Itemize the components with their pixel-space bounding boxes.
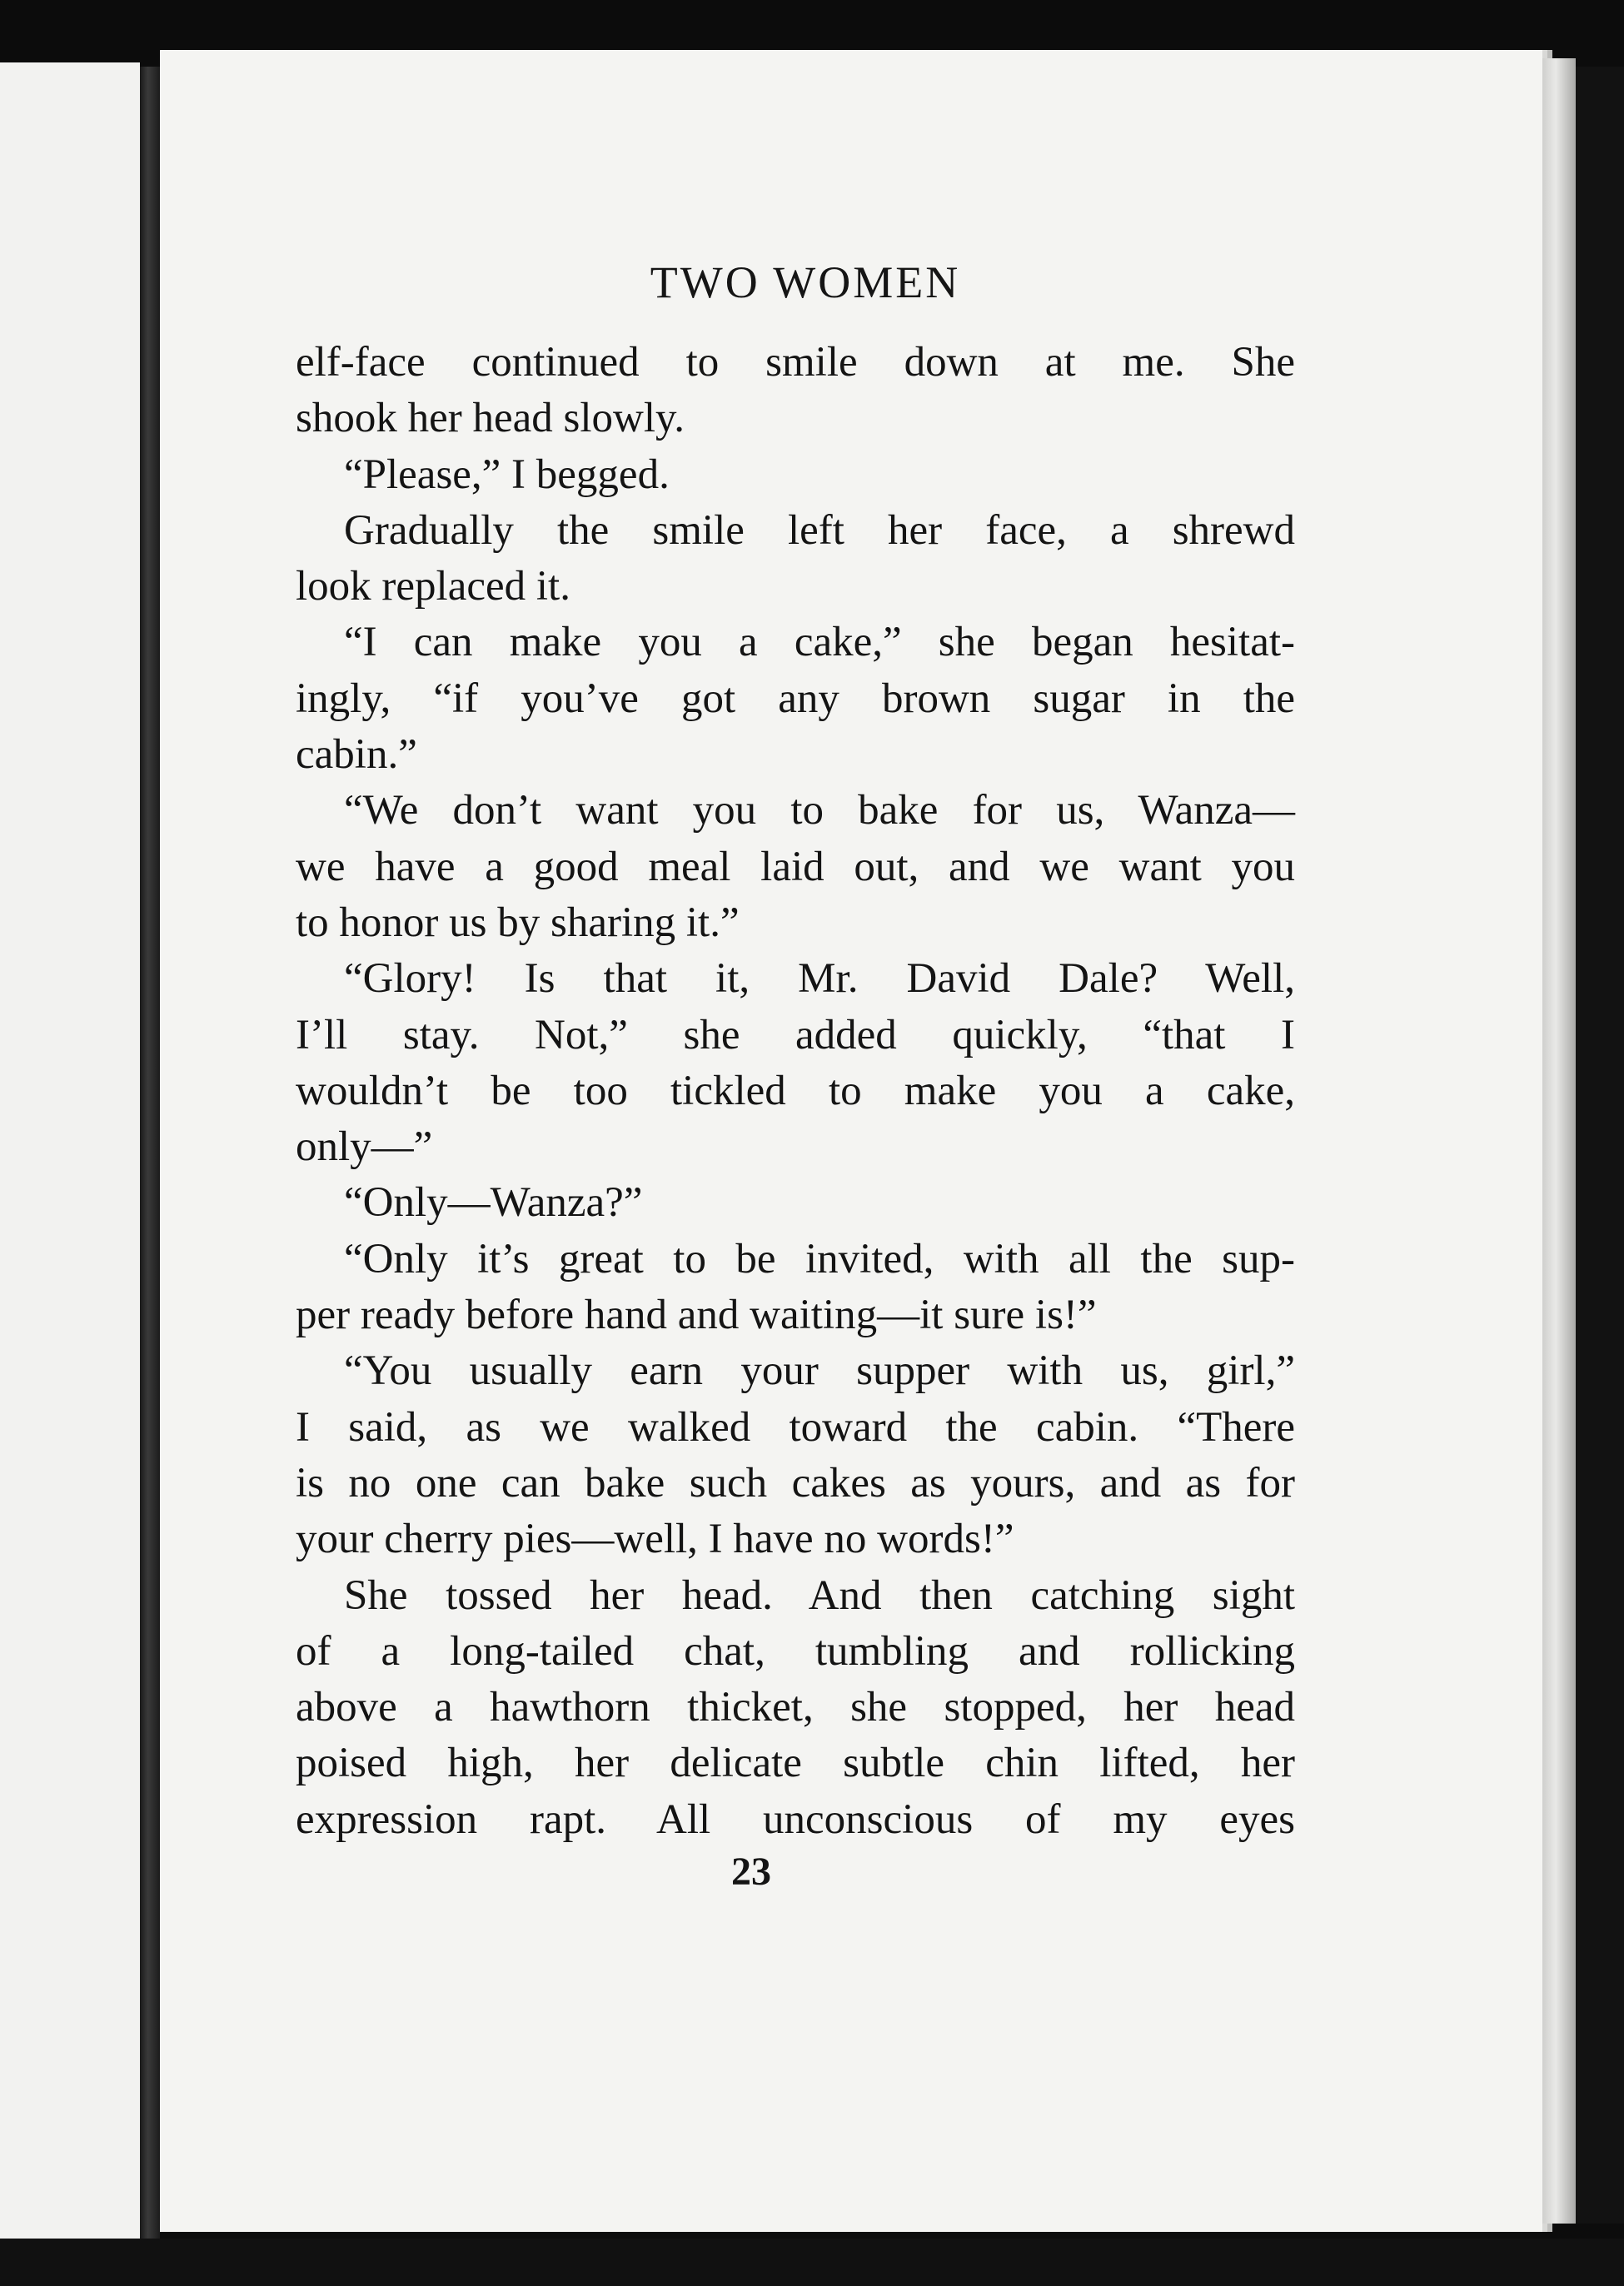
text-line: poised high, her delicate subtle chin lifted, her: [296, 1740, 1295, 1787]
text-line: look replaced it.: [296, 563, 570, 610]
text-line: I said, as we walked toward the cabin. “There: [296, 1403, 1295, 1451]
text-line: “You usually earn your supper with us, girl,”: [344, 1347, 1295, 1395]
text-line: “Glory! Is that it, Mr. David Dale? Well,: [344, 955, 1295, 1003]
text-line: “Please,” I begged.: [344, 451, 670, 498]
book-gutter: [140, 67, 160, 2240]
text-line: expression rapt. All unconscious of my eyes: [296, 1795, 1295, 1843]
text-line: I’ll stay. Not,” she added quickly, “that I: [296, 1011, 1295, 1058]
text-line: ingly, “if you’ve got any brown sugar in the: [296, 675, 1295, 722]
scan-background-bottom: [0, 2239, 1624, 2286]
text-line: above a hawthorn thicket, she stopped, her head: [296, 1684, 1295, 1731]
text-line: cabin.”: [296, 731, 417, 779]
text-line: of a long-tailed chat, tumbling and rollicking: [296, 1627, 1295, 1675]
body-text: [296, 335, 1295, 1848]
text-line: shook her head slowly.: [296, 395, 685, 442]
running-head: TWO WOMEN: [650, 257, 961, 307]
text-line: “Only it’s great to be invited, with all the sup-: [344, 1235, 1295, 1282]
page-number: 23: [731, 1850, 771, 1894]
text-line: per ready before hand and waiting—it sure is!”: [296, 1292, 1097, 1339]
scan-background-right: [1576, 67, 1624, 2224]
text-line: “Only—Wanza?”: [344, 1179, 643, 1227]
text-line: elf-face continued to smile down at me. She: [296, 339, 1295, 386]
text-line: Gradually the smile left her face, a shrewd: [344, 506, 1295, 554]
text-line: only—”: [296, 1123, 433, 1171]
text-line: to honor us by sharing it.”: [296, 899, 740, 946]
text-line: wouldn’t be too tickled to make you a cake,: [296, 1067, 1295, 1114]
text-line: She tossed her head. And then catching sight: [344, 1571, 1295, 1619]
text-line: your cherry pies—well, I have no words!”: [296, 1516, 1014, 1563]
page-stack-edge: [1542, 58, 1576, 2224]
text-line: is no one can bake such cakes as yours, and as for: [296, 1459, 1295, 1507]
text-line: “We don’t want you to bake for us, Wanza—: [344, 787, 1295, 834]
previous-page-edge: [0, 62, 140, 2244]
text-line: “I can make you a cake,” she began hesitat-: [344, 619, 1295, 666]
text-line: we have a good meal laid out, and we want you: [296, 843, 1295, 890]
